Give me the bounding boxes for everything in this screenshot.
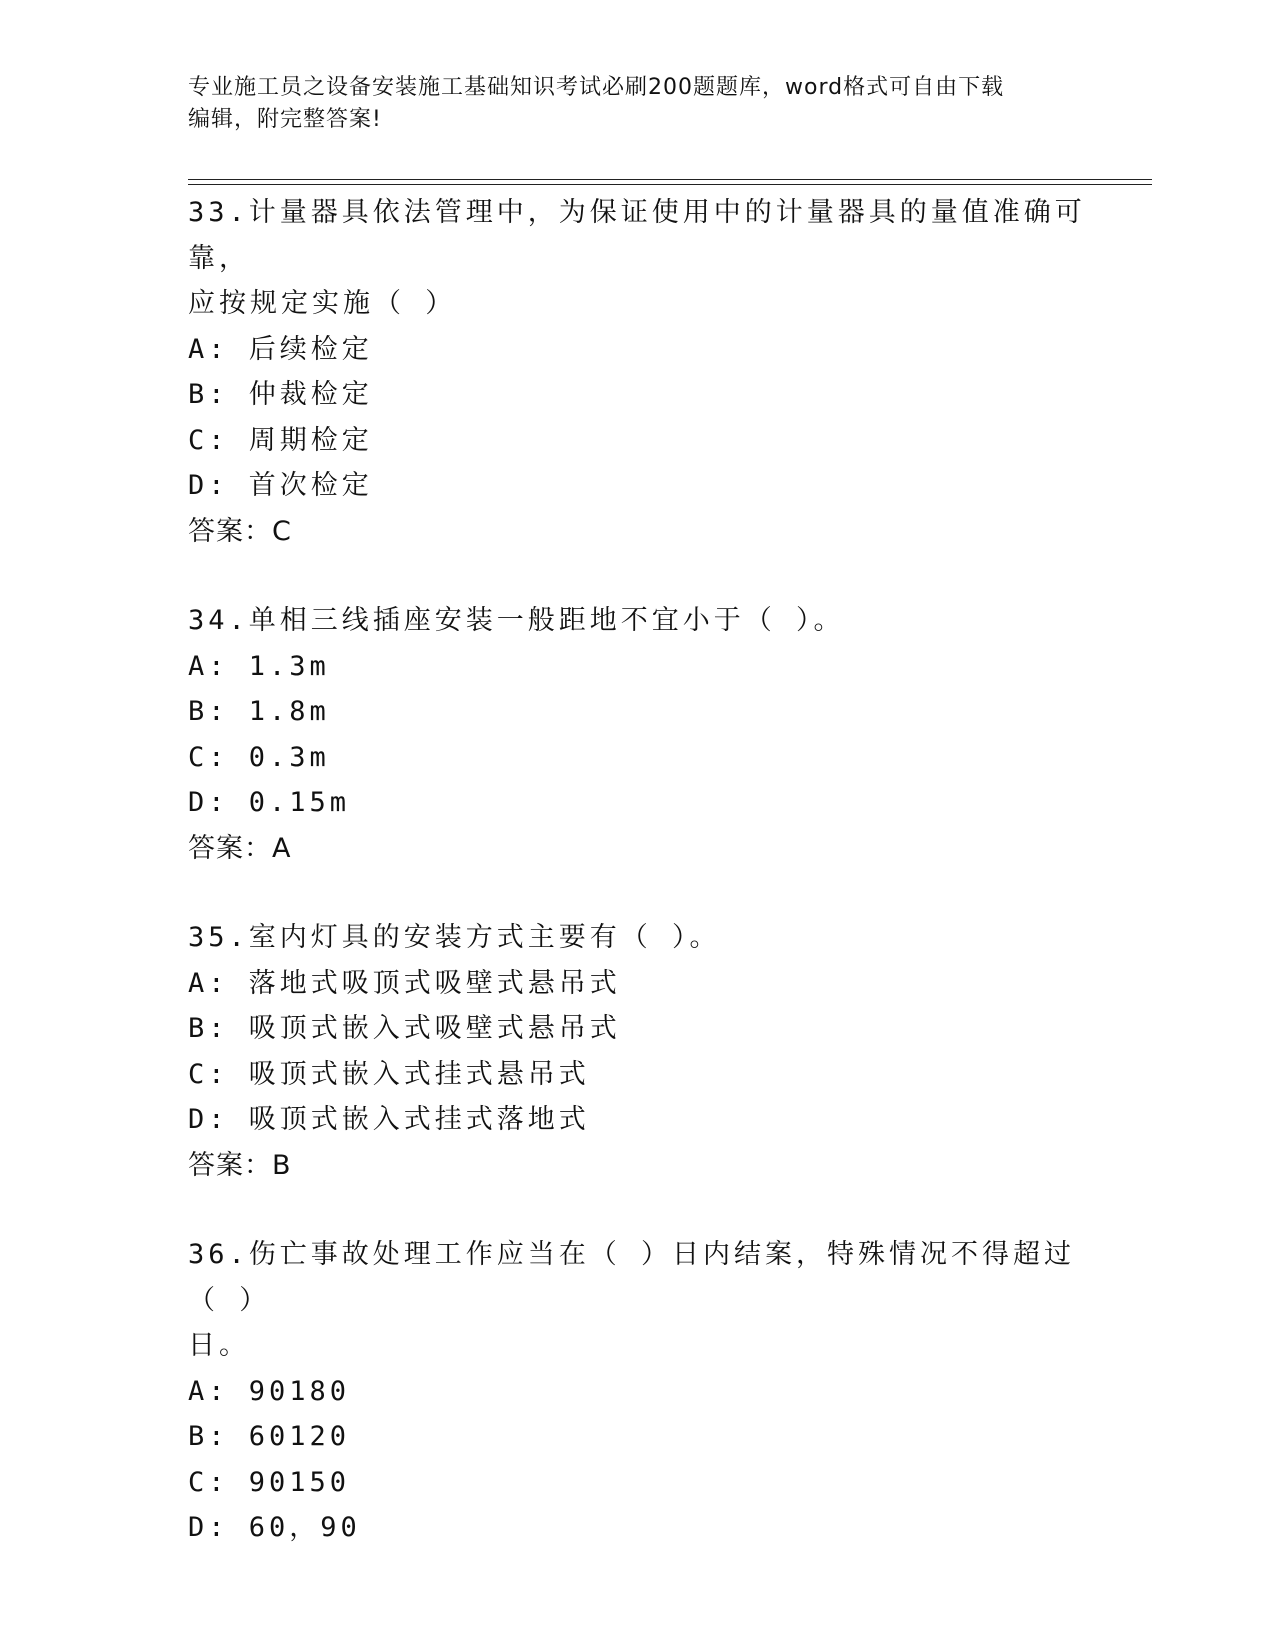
question-list: [188, 190, 1088, 1595]
option-a: A: 落地式吸顶式吸壁式悬吊式: [188, 967, 621, 999]
answer: 答案：B: [188, 1149, 292, 1181]
option-b: B: 60120: [188, 1421, 351, 1452]
option-c: C: 吸顶式嵌入式挂式悬吊式: [188, 1058, 590, 1090]
option-a: A: 90180: [188, 1375, 351, 1407]
question-34: [188, 598, 1088, 871]
question-stem: 35.室内灯具的安装方式主要有（ ）。: [188, 922, 721, 953]
option-b: B: 吸顶式嵌入式吸壁式悬吊式: [188, 1013, 621, 1044]
option-d: D: 0.15m: [188, 787, 351, 818]
question-36: [188, 1232, 1088, 1551]
option-a: A: 1.3m: [188, 650, 330, 682]
header-line-1: 专业施工员之设备安装施工基础知识考试必刷200题题库，word格式可自由下载: [188, 75, 1005, 100]
option-d: D: 首次检定: [188, 470, 373, 501]
header-divider-bottom: [188, 184, 1152, 185]
option-a: A: 后续检定: [188, 333, 373, 365]
question-stem: 36.伤亡事故处理工作应当在（ ）日内结案，特殊情况不得超过（ ）: [188, 1239, 1076, 1316]
header-divider-top: [188, 179, 1152, 180]
option-c: C: 90150: [188, 1466, 351, 1498]
document-header: [188, 72, 1068, 136]
option-c: C: 0.3m: [188, 741, 330, 773]
question-stem: 33.计量器具依法管理中，为保证使用中的计量器具的量值准确可靠，: [188, 197, 1086, 274]
option-d: D: 吸顶式嵌入式挂式落地式: [188, 1104, 590, 1135]
option-b: B: 1.8m: [188, 696, 330, 727]
option-d: D: 60，90: [188, 1512, 361, 1543]
option-c: C: 周期检定: [188, 424, 373, 456]
option-b: B: 仲裁检定: [188, 379, 373, 410]
header-line-2: 编辑，附完整答案!: [188, 107, 382, 132]
question-35: [188, 915, 1088, 1188]
question-stem-continued: 应按规定实施（ ）: [188, 288, 457, 319]
question-stem-continued: 日。: [188, 1330, 250, 1361]
answer: 答案：C: [188, 515, 292, 547]
answer: 答案：A: [188, 832, 292, 864]
question-33: [188, 190, 1088, 554]
question-stem: 34.单相三线插座安装一般距地不宜小于（ ）。: [188, 605, 845, 636]
